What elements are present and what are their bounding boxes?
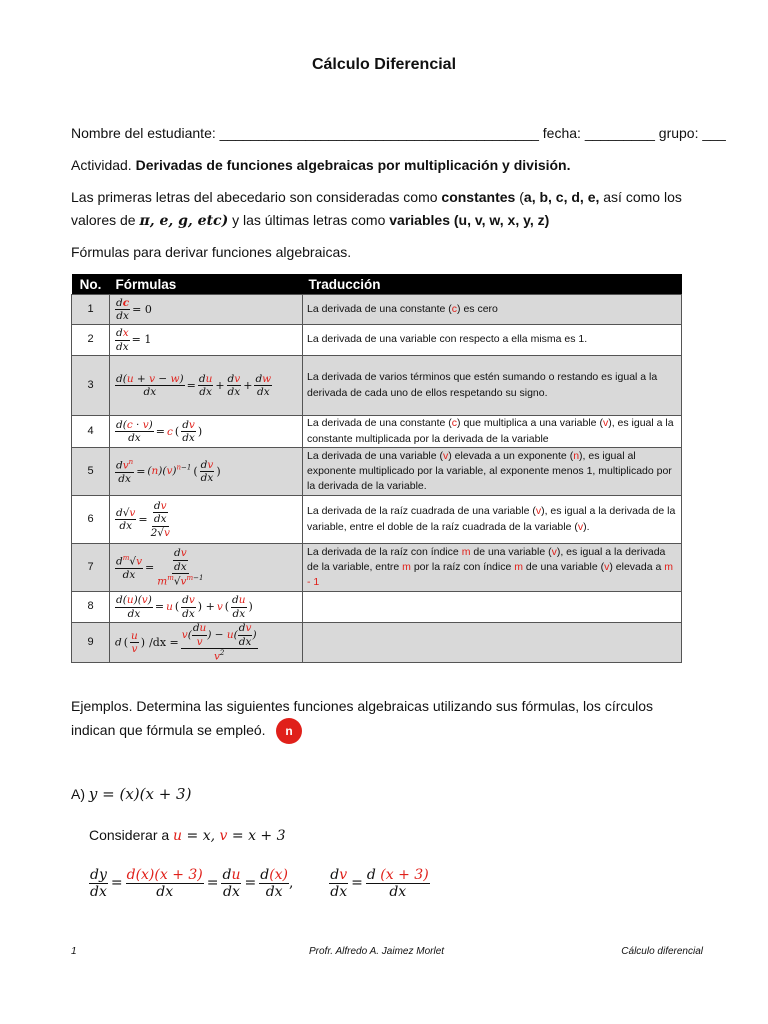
formulas-heading: Fórmulas para derivar funciones algebraicas. [71,244,352,260]
table-row [72,544,682,592]
row-number: 6 [72,496,110,544]
table-header-row [72,274,682,295]
row-number: 7 [72,544,110,592]
date-label: fecha: [542,125,581,141]
variables-term: variables [389,212,450,228]
page-title: Cálculo Diferencial [311,56,457,73]
row-number: 1 [72,295,110,325]
activity-title: Derivadas de funciones algebraicas por multiplicación y división. [135,157,571,173]
intro-line-1 [71,189,682,205]
activity-prefix: Actividad. [71,157,132,173]
intro-line-2 [71,212,549,229]
group-blank[interactable]: ___ [702,125,726,141]
row-number: 3 [72,356,110,416]
consider-expression: u = x, v = x + 3 [173,828,286,844]
variables-list: (u, v, w, x, y, z) [453,212,550,228]
intro-text: Las primeras letras del abecedario son consideradas como [71,189,438,205]
table-row [72,592,682,623]
constants-term: constantes [441,189,516,205]
col-header-translation: Traducción [303,274,682,295]
table-row [72,416,682,448]
translation-cell: La derivada de la raíz cuadrada de una variable (v), es igual a la derivada de la variable, entre el doble de la raíz cuadrada de la variable (v). [303,496,682,544]
formula-table [71,274,682,663]
translation-cell: La derivada de varios términos que estén sumando o restando es igual a la derivada de cada uno de ellos respetando su signo. [303,356,682,416]
group-label: grupo: [658,125,699,141]
table-row [72,295,682,325]
footer-course: Cálculo diferencial [621,946,703,957]
translation-cell: La derivada de una variable con respecto a ella misma es 1. [303,325,682,356]
constants-math: π, e, g, etc) [139,213,229,229]
formula-cell: $\frac{dx}{dx}$ = 1 [110,325,303,356]
footer-page-number: 1 [71,946,77,957]
derivative-work: $\frac{dy}{dx}$ = $\frac{d(x)(x + 3)}{dx}$ = $\frac{du}{dx}$ = $\frac{d(x)}{dx}$ , $\frac{dv}{dx}$ = $\frac{d (x + 3)}{dx}$ [90,867,429,900]
footer-author: Profr. Alfredo A. Jaimez Morlet [309,946,445,957]
intro-text: y las últimas letras como [232,212,386,228]
examples-line-2: indican que fórmula se empleó. [71,722,266,738]
row-number: 2 [72,325,110,356]
translation-cell: La derivada de una constante (c) que multiplica a una variable (v), es igual a la constante multiplicada por la derivada de la variable [303,416,682,448]
date-blank[interactable]: _________ [584,125,655,141]
formula-cell: d ( $\frac{u}{v}$ ) /dx = v( $\frac{du}{v}$ ) − u( $\frac{dv}{dx}$ ) $v^2$ [110,623,303,663]
formula-cell: $\frac{d√v}{dx}$ = $\frac{dv}{dx}$ 2√v [110,496,303,544]
formula-cell: $dv^n$ dx = $(n)(v)^{n-1}$ ( $\frac{dv}{dx}$ ) [110,448,303,496]
consider-label: Considerar a [89,827,170,843]
intro-text: así como los [603,189,682,205]
example-a-label: A) [71,786,85,802]
intro-paren: ( [519,189,524,205]
translation-cell [303,592,682,623]
example-a [71,785,191,803]
example-a-expression: y = (x)(x + 3) [88,785,192,803]
formula-cell: $\frac{d(c \cdot v)}{dx}$ = c ( $\frac{dv}{dx}$ ) [110,416,303,448]
translation-cell: La derivada de la raíz con índice m de una variable (v), es igual a la derivada de la variable, entre m por la raíz con índice m de una variable (v) elevada a m - 1 [303,544,682,592]
row-number: 4 [72,416,110,448]
table-row [72,496,682,544]
col-header-formulas: Fórmulas [110,274,303,295]
table-row [72,448,682,496]
name-blank[interactable]: _________________________________________ [219,125,539,141]
formula-cell: $\frac{d^m√v}{dx}$ = $\frac{dv}{dx}$ $m^m√v^{m-1}$ [110,544,303,592]
translation-cell: La derivada de una constante (c) es cero [303,295,682,325]
translation-cell: La derivada de una variable (v) elevada a un exponente (n), es igual al exponente multiplicado por la variable, al exponente menos 1, multiplicado por la derivada de la variable. [303,448,682,496]
row-number: 5 [72,448,110,496]
row-number: 8 [72,592,110,623]
consider-line [89,827,286,844]
row-number: 9 [72,623,110,663]
translation-cell [303,623,682,663]
formula-cell: $\frac{dc}{dx}$ = 0 [110,295,303,325]
name-label: Nombre del estudiante: [71,125,216,141]
student-info-line [71,125,726,141]
table-row [72,623,682,663]
formula-cell: $\frac{d(u)(v)}{dx}$ = u ( $\frac{dv}{dx}$ ) + v ( $\frac{du}{dx}$ ) [110,592,303,623]
formula-indicator-circle: n [276,718,302,744]
intro-text: valores de [71,212,136,228]
table-row [72,325,682,356]
activity-line [71,157,571,173]
formula-cell: $\frac{d(u + v - w)}{dx}$ = $\frac{du}{dx}$ + $\frac{dv}{dx}$ + $\frac{dw}{dx}$ [110,356,303,416]
col-header-no: No. [72,274,110,295]
examples-line-1: Ejemplos. Determina las siguientes funciones algebraicas utilizando sus fórmulas, los círculos [71,698,654,714]
table-row [72,356,682,416]
constants-list: a, b, c, d, e, [523,189,600,205]
